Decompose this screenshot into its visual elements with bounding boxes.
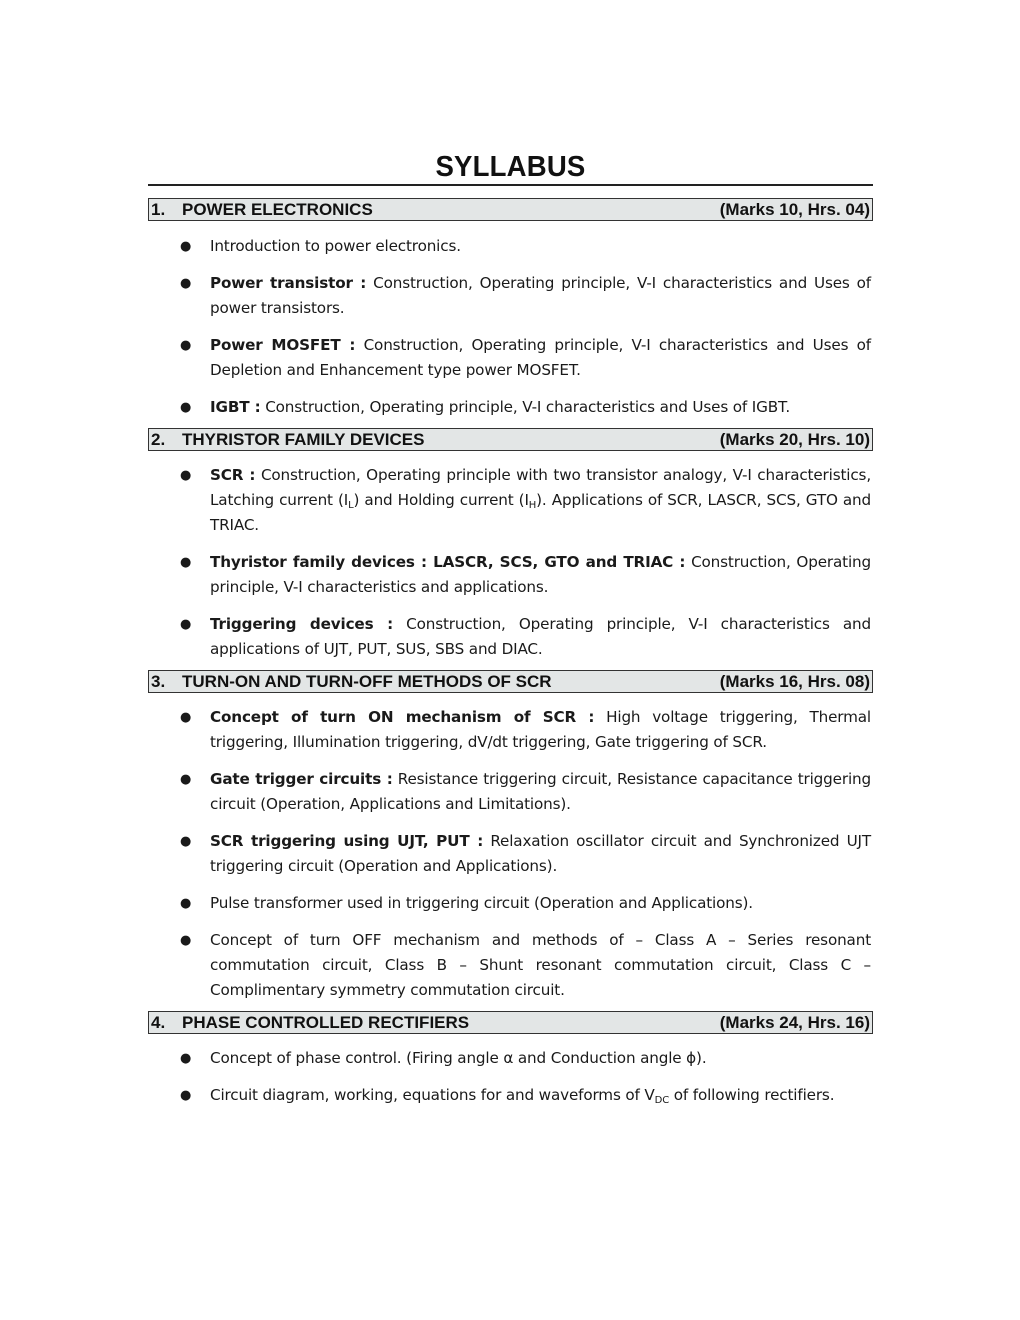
section-header bbox=[148, 670, 873, 693]
subscript: H bbox=[528, 500, 537, 511]
topic-label: Gate trigger circuits : bbox=[210, 770, 393, 788]
topic-text: Relaxation oscillator circuit and Synchronized UJT triggering circuit (Operation and Applications). bbox=[210, 832, 871, 875]
topic-item bbox=[148, 829, 873, 879]
topic-text: Construction, Operating principle, V-I characteristics and Uses of Depletion and Enhancement type power MOSFET. bbox=[210, 336, 871, 379]
topic-text: Construction, Operating principle with two transistor analogy, V-I characteristics, Latching current (I bbox=[210, 466, 871, 509]
section-header bbox=[148, 1011, 873, 1034]
bullet-icon: ● bbox=[180, 400, 192, 415]
section-header bbox=[148, 428, 873, 451]
section-marks-hours: (Marks 10, Hrs. 04) bbox=[719, 199, 870, 219]
bullet-icon: ● bbox=[180, 555, 192, 570]
bullet-icon: ● bbox=[180, 933, 192, 948]
topic-item bbox=[148, 1046, 873, 1071]
section-heading: THYRISTOR FAMILY DEVICES bbox=[182, 429, 425, 449]
subscript: DC bbox=[654, 1095, 670, 1106]
bullet-icon: ● bbox=[180, 896, 192, 911]
bullet-icon: ● bbox=[180, 468, 192, 483]
topic-item bbox=[148, 550, 873, 600]
topic-item bbox=[148, 234, 873, 259]
page-title: SYLLABUS bbox=[435, 151, 586, 183]
topic-item bbox=[148, 463, 873, 538]
section-number: 4. bbox=[151, 1012, 166, 1032]
section-marks-hours: (Marks 20, Hrs. 10) bbox=[719, 429, 870, 449]
sections-container bbox=[148, 198, 873, 1108]
section-number: 1. bbox=[151, 199, 166, 219]
topic-list bbox=[148, 234, 873, 420]
bullet-icon: ● bbox=[180, 276, 192, 291]
section-heading: TURN-ON AND TURN-OFF METHODS OF SCR bbox=[182, 671, 552, 691]
topic-text: Introduction to power electronics. bbox=[210, 237, 461, 255]
section-marks-hours: (Marks 16, Hrs. 08) bbox=[719, 671, 870, 691]
bullet-icon: ● bbox=[180, 1051, 192, 1066]
topic-label: Concept of turn ON mechanism of SCR : bbox=[210, 708, 595, 726]
topic-text: Circuit diagram, working, equations for and waveforms of V bbox=[210, 1086, 655, 1104]
topic-list bbox=[148, 705, 873, 1003]
topic-item bbox=[148, 612, 873, 662]
topic-label: SCR triggering using UJT, PUT : bbox=[210, 832, 484, 850]
topic-list bbox=[148, 1046, 873, 1108]
section-marks-hours: (Marks 24, Hrs. 16) bbox=[719, 1012, 870, 1032]
section-heading: POWER ELECTRONICS bbox=[182, 199, 373, 219]
subscript: L bbox=[348, 500, 354, 511]
topic-text: of following rectifiers. bbox=[669, 1086, 835, 1104]
topic-text: Construction, Operating principle, V-I characteristics and applications of UJT, PUT, SUS, SBS and DIAC. bbox=[210, 615, 871, 658]
bullet-icon: ● bbox=[180, 710, 192, 725]
bullet-icon: ● bbox=[180, 1088, 192, 1103]
topic-label: Power MOSFET : bbox=[210, 336, 356, 354]
topic-item bbox=[148, 891, 873, 916]
topic-item bbox=[148, 705, 873, 755]
section-number: 2. bbox=[151, 429, 166, 449]
topic-text: Construction, Operating principle, V-I characteristics and Uses of IGBT. bbox=[260, 398, 791, 416]
topic-text: ). Applications of SCR, LASCR, SCS, GTO and TRIAC. bbox=[210, 491, 872, 534]
topic-label: Power transistor : bbox=[210, 274, 367, 292]
topic-text: Construction, Operating principle, V-I characteristics and Uses of power transistors. bbox=[210, 274, 871, 317]
section-heading: PHASE CONTROLLED RECTIFIERS bbox=[182, 1012, 470, 1032]
topic-item bbox=[148, 333, 873, 383]
bullet-icon: ● bbox=[180, 772, 192, 787]
topic-text: Concept of phase control. (Firing angle α and Conduction angle ϕ). bbox=[210, 1049, 707, 1067]
topic-label: SCR : bbox=[210, 466, 256, 484]
section-header bbox=[148, 198, 873, 221]
syllabus-page bbox=[148, 150, 873, 1108]
topic-item bbox=[148, 767, 873, 817]
topic-text: ) and Holding current (I bbox=[353, 491, 529, 509]
bullet-icon: ● bbox=[180, 239, 192, 254]
topic-item bbox=[148, 395, 873, 420]
topic-text: High voltage triggering, Thermal triggering, Illumination triggering, dV/dt triggering, Gate triggering of SCR. bbox=[210, 708, 871, 751]
topic-item bbox=[148, 271, 873, 321]
topic-text: Construction, Operating principle, V-I characteristics and applications. bbox=[210, 553, 871, 596]
topic-label: Triggering devices : bbox=[210, 615, 393, 633]
topic-item bbox=[148, 1083, 873, 1108]
topic-text: Resistance triggering circuit, Resistance capacitance triggering circuit (Operation, Applications and Limitations). bbox=[210, 770, 871, 813]
bullet-icon: ● bbox=[180, 338, 192, 353]
topic-label: Thyristor family devices : LASCR, SCS, GTO and TRIAC : bbox=[210, 553, 686, 571]
topic-text: Pulse transformer used in triggering circuit (Operation and Applications). bbox=[210, 894, 753, 912]
topic-label: IGBT : bbox=[210, 398, 261, 416]
bullet-icon: ● bbox=[180, 834, 192, 849]
topic-list bbox=[148, 463, 873, 662]
section-number: 3. bbox=[151, 671, 166, 691]
topic-text: Concept of turn OFF mechanism and methods of – Class A – Series resonant commutation circuit, Class B – Shunt resonant commutation circuit, Class C – Complimentary symmetry commutation circuit. bbox=[210, 931, 871, 999]
topic-item bbox=[148, 928, 873, 1003]
title-divider bbox=[148, 184, 873, 186]
bullet-icon: ● bbox=[180, 617, 192, 632]
